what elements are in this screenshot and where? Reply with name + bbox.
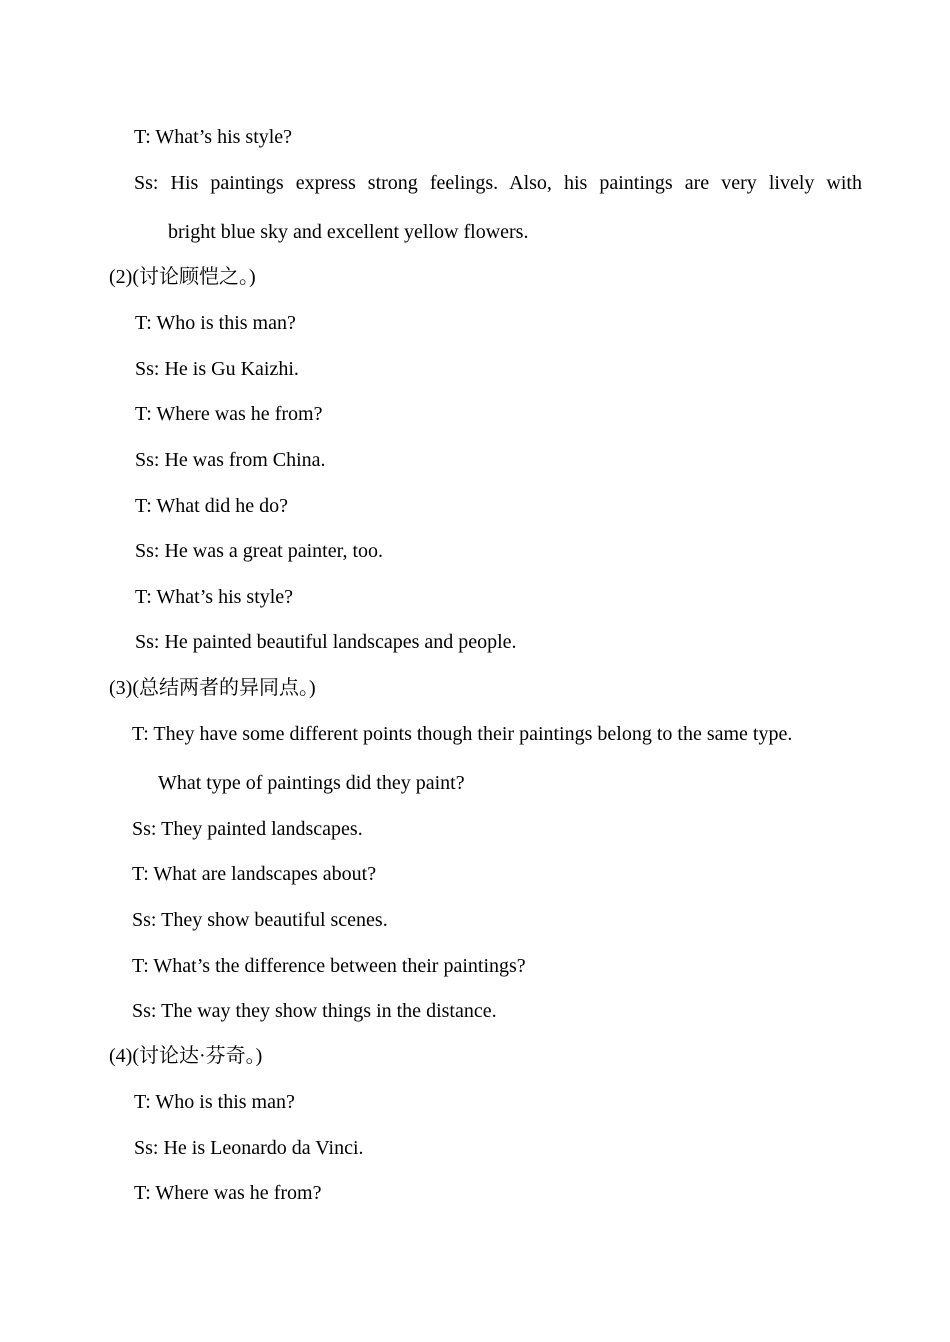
dialogue-line: T: They have some different points though their paintings belong to the same type. [132, 723, 793, 745]
dialogue-line: Ss: They show beautiful scenes. [132, 909, 388, 931]
dialogue-line: Ss: They painted landscapes. [132, 818, 363, 840]
dialogue-line: Ss: He is Leonardo da Vinci. [134, 1137, 364, 1159]
dialogue-line: Ss: He is Gu Kaizhi. [135, 358, 299, 380]
dialogue-line: T: What’s his style? [135, 586, 294, 608]
dialogue-line: Ss: The way they show things in the distance. [132, 1000, 497, 1022]
section-heading: (4)(讨论达·芬奇。) [109, 1045, 263, 1067]
dialogue-line: Ss: He was a great painter, too. [135, 540, 384, 562]
dialogue-line: T: What’s the difference between their paintings? [132, 955, 526, 977]
section-heading: (3)(总结两者的异同点。) [109, 677, 316, 699]
dialogue-line: Ss: He painted beautiful landscapes and people. [135, 631, 517, 653]
dialogue-line: T: Where was he from? [134, 1182, 322, 1204]
dialogue-line-continuation: What type of paintings did they paint? [158, 772, 465, 794]
dialogue-line: T: Who is this man? [134, 1091, 295, 1113]
dialogue-line: T: Where was he from? [135, 403, 323, 425]
section-heading: (2)(讨论顾恺之。) [109, 266, 256, 288]
dialogue-line: Ss: He was from China. [135, 449, 326, 471]
dialogue-line: Ss: His paintings express strong feelings. Also, his paintings are very lively with [134, 172, 862, 194]
dialogue-line: T: Who is this man? [135, 312, 296, 334]
dialogue-line-continuation: bright blue sky and excellent yellow flowers. [168, 221, 529, 243]
dialogue-line: T: What did he do? [135, 495, 289, 517]
dialogue-line: T: What are landscapes about? [132, 863, 377, 885]
dialogue-line: T: What’s his style? [134, 126, 293, 148]
